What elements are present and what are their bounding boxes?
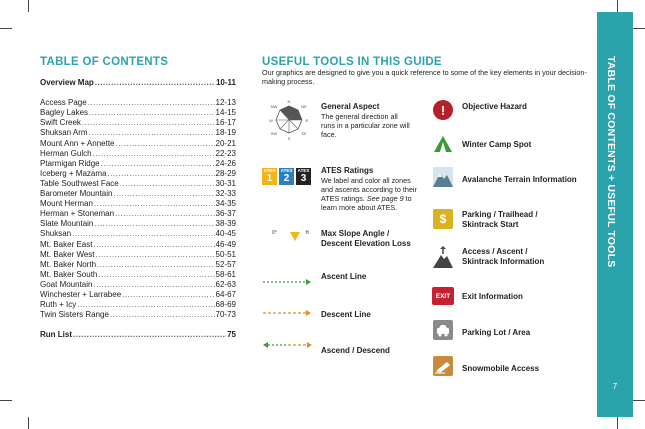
ascend-descend-icon xyxy=(262,341,314,349)
snowmobile-title: Snowmobile Access xyxy=(462,364,540,373)
toc-entry-pages: 36-37 xyxy=(215,209,236,219)
toc-entry-label: Twin Sisters Range xyxy=(40,310,109,320)
toc-leader-dots xyxy=(98,270,214,280)
toc-entry xyxy=(40,209,236,219)
toc-leader-dots xyxy=(94,219,214,229)
tools-intro: Our graphics are designed to give you a quick reference to some of the key elements in your decision-making process. xyxy=(262,68,587,86)
toc-entry-label: Bagley Lakes xyxy=(40,108,89,118)
toc-leader-dots xyxy=(94,199,215,209)
toc-entry-label: Mount Ann + Annette xyxy=(40,138,115,148)
toc-entry-label: Barometer Mountain xyxy=(40,189,113,199)
toc-entry-pages: 46-49 xyxy=(215,239,236,249)
toc-leader-dots xyxy=(97,260,215,270)
toc-entry-label: Ruth + Icy xyxy=(40,300,77,310)
sidebar-title: TABLE OF CONTENTS + USEFUL TOOLS xyxy=(605,56,617,268)
compass-e: E xyxy=(305,118,309,123)
toc-spacer xyxy=(40,88,236,98)
toc-entry xyxy=(40,290,236,300)
compass-nw: NW xyxy=(270,104,278,109)
toc-entry xyxy=(40,219,236,229)
toc-entry-pages: 70-73 xyxy=(215,310,236,320)
crop-mark xyxy=(0,400,12,401)
toc-leader-dots xyxy=(73,330,226,340)
exit-title: Exit Information xyxy=(462,292,523,301)
toc-entry-label: Shuksan Arm xyxy=(40,128,88,138)
toc-entry-label: Goat Mountain xyxy=(40,279,93,289)
toc-entry-pages: 20-21 xyxy=(215,138,236,148)
toc-entry xyxy=(40,189,236,199)
sidebar-band xyxy=(597,12,633,417)
compass-ne: NE xyxy=(301,104,307,109)
crop-mark xyxy=(633,28,645,29)
access-title: Access / Ascent / Skintrack Information xyxy=(462,247,545,266)
crop-mark xyxy=(617,417,618,429)
crop-mark xyxy=(28,417,29,429)
toc-entry-label: Swift Creek xyxy=(40,118,81,128)
toc-entry-pages: 58-61 xyxy=(215,269,236,279)
toc-entry-pages: 34-35 xyxy=(215,199,236,209)
avalanche-title: Avalanche Terrain Information xyxy=(462,175,577,184)
toc-entry-pages: 64-67 xyxy=(215,289,236,299)
crop-mark xyxy=(0,28,12,29)
parking-lot-title: Parking Lot / Area xyxy=(462,328,531,337)
toc-entry xyxy=(40,199,236,209)
toc-entry xyxy=(40,118,236,128)
exit-icon: EXIT xyxy=(432,287,454,305)
toc-entry xyxy=(40,139,236,149)
toc-leader-dots xyxy=(93,280,214,290)
toc-leader-dots xyxy=(101,159,215,169)
toc-leader-dots xyxy=(88,98,215,108)
objective-hazard-icon: ! xyxy=(433,100,453,120)
ates-desc: We label and color all zones and ascents according to their ATES ratings. See page 9 to learn more about ATES. xyxy=(321,176,417,212)
toc-entry xyxy=(40,330,236,340)
toc-entry-pages: 24-26 xyxy=(215,158,236,168)
winter-camp-title: Winter Camp Spot xyxy=(462,140,532,149)
toc-leader-dots xyxy=(107,169,214,179)
toc-leader-dots xyxy=(122,290,214,300)
compass-s: S xyxy=(287,136,291,141)
ates-3-badge: ATES 3 xyxy=(297,168,310,184)
toc-entry xyxy=(40,240,236,250)
toc-entry-label: Run List xyxy=(40,330,72,340)
toc-leader-dots xyxy=(113,189,214,199)
toc-entry xyxy=(40,229,236,239)
toc-entry-label: Mt. Baker North xyxy=(40,259,97,269)
toc-entry xyxy=(40,98,236,108)
ascend-descend-title: Ascend / Descend xyxy=(321,346,390,355)
parking-lot-icon xyxy=(433,320,453,340)
toc-leader-dots xyxy=(72,229,214,239)
page-number: 7 xyxy=(612,382,618,391)
toc-list xyxy=(40,78,236,340)
toc-entry-label: Access Page xyxy=(40,98,87,108)
toc-entry-pages: 62-63 xyxy=(215,279,236,289)
toc-entry-label: Shuksan xyxy=(40,229,72,239)
objective-hazard-title: Objective Hazard xyxy=(462,102,527,111)
toc-leader-dots xyxy=(89,108,215,118)
slope-title: Max Slope Angle / Descent Elevation Loss xyxy=(321,229,411,248)
access-ascent-icon xyxy=(433,246,453,268)
ascent-line-title: Ascent Line xyxy=(321,272,367,281)
compass-se: SE xyxy=(301,131,307,136)
toc-leader-dots xyxy=(110,310,215,320)
toc-entry xyxy=(40,108,236,118)
toc-entry-pages: 40-45 xyxy=(215,229,236,239)
toc-leader-dots xyxy=(82,118,215,128)
ascent-line-icon xyxy=(262,278,312,286)
toc-entry-pages: 50-51 xyxy=(215,249,236,259)
toc-entry-pages: 30-31 xyxy=(215,178,236,188)
toc-entry-pages: 22-23 xyxy=(215,148,236,158)
toc-entry-pages: 18-19 xyxy=(215,128,236,138)
toc-entry-label: Overview Map xyxy=(40,78,94,87)
toc-entry-pages: 75 xyxy=(227,330,236,340)
toc-entry-label: Mt. Baker South xyxy=(40,269,98,279)
toc-entry-pages: 52-57 xyxy=(215,259,236,269)
snowmobile-icon xyxy=(433,356,453,376)
toc-leader-dots xyxy=(93,240,214,250)
toc-entry-label: Iceberg + Mazama xyxy=(40,168,107,178)
toc-entry-label: Table Southwest Face xyxy=(40,178,119,188)
descent-line-title: Descent Line xyxy=(321,310,371,319)
avalanche-terrain-icon xyxy=(433,167,453,187)
toc-entry xyxy=(40,169,236,179)
tools-heading: USEFUL TOOLS IN THIS GUIDE xyxy=(262,56,442,68)
toc-leader-dots xyxy=(89,128,215,138)
general-aspect-desc: The general direction all runs in a particular zone will face. xyxy=(321,112,410,139)
toc-leader-dots xyxy=(96,250,215,260)
toc-heading: TABLE OF CONTENTS xyxy=(40,56,169,68)
toc-entry-label: Ptarmigan Ridge xyxy=(40,158,100,168)
toc-entry-pages: 28-29 xyxy=(215,168,236,178)
toc-leader-dots xyxy=(116,139,215,149)
toc-entry-pages: 16-17 xyxy=(215,118,236,128)
toc-entry-label: Mt. Baker West xyxy=(40,249,95,259)
compass-w: W xyxy=(269,118,273,123)
toc-entry xyxy=(40,310,236,320)
toc-leader-dots xyxy=(120,179,215,189)
toc-entry-label: Herman Gulch xyxy=(40,148,92,158)
toc-entry xyxy=(40,149,236,159)
toc-leader-dots xyxy=(95,78,215,88)
toc-entry-label: Slate Mountain xyxy=(40,219,94,229)
svg-text:ft: ft xyxy=(306,230,309,236)
compass-icon xyxy=(262,94,316,146)
crop-mark xyxy=(28,0,29,12)
toc-entry-label: Herman + Stoneman xyxy=(40,209,115,219)
toc-entry xyxy=(40,78,236,88)
ates-title: ATES Ratings xyxy=(321,166,374,175)
toc-entry-pages: 14-15 xyxy=(215,108,236,118)
toc-entry xyxy=(40,159,236,169)
toc-leader-dots xyxy=(93,149,215,159)
toc-entry-label: Mount Herman xyxy=(40,199,93,209)
toc-entry-label: Winchester + Larrabee xyxy=(40,289,122,299)
toc-entry xyxy=(40,260,236,270)
toc-entry-pages: 12-13 xyxy=(215,98,236,108)
toc-entry-pages: 10-11 xyxy=(215,78,236,87)
toc-entry-label: Mt. Baker East xyxy=(40,239,93,249)
parking-trailhead-title: Parking / Trailhead / Skintrack Start xyxy=(462,210,538,229)
toc-entry xyxy=(40,300,236,310)
toc-entry xyxy=(40,280,236,290)
toc-entry xyxy=(40,270,236,280)
toc-spacer xyxy=(40,320,236,330)
toc-entry xyxy=(40,128,236,138)
ates-2-badge: ATES 2 xyxy=(280,168,293,184)
slope-angle-icon xyxy=(262,226,314,248)
ates-1-badge: ATES 1 xyxy=(263,168,276,184)
toc-entry-pages: 68-69 xyxy=(215,300,236,310)
toc-leader-dots xyxy=(115,209,214,219)
compass-sw: SW xyxy=(270,131,278,136)
ates-badges xyxy=(262,168,311,185)
crop-mark xyxy=(617,0,618,12)
tent-icon xyxy=(433,135,453,153)
toc-entry-pages: 38-39 xyxy=(215,219,236,229)
toc-leader-dots xyxy=(77,300,214,310)
compass-n: N xyxy=(287,99,291,104)
svg-text:0°: 0° xyxy=(272,230,277,236)
toc-entry xyxy=(40,179,236,189)
general-aspect-title: General Aspect xyxy=(321,102,380,111)
crop-mark xyxy=(633,400,645,401)
descent-line-icon xyxy=(262,309,312,317)
toc-entry-pages: 32-33 xyxy=(215,189,236,199)
parking-trailhead-icon: $ xyxy=(433,209,453,229)
toc-entry xyxy=(40,250,236,260)
